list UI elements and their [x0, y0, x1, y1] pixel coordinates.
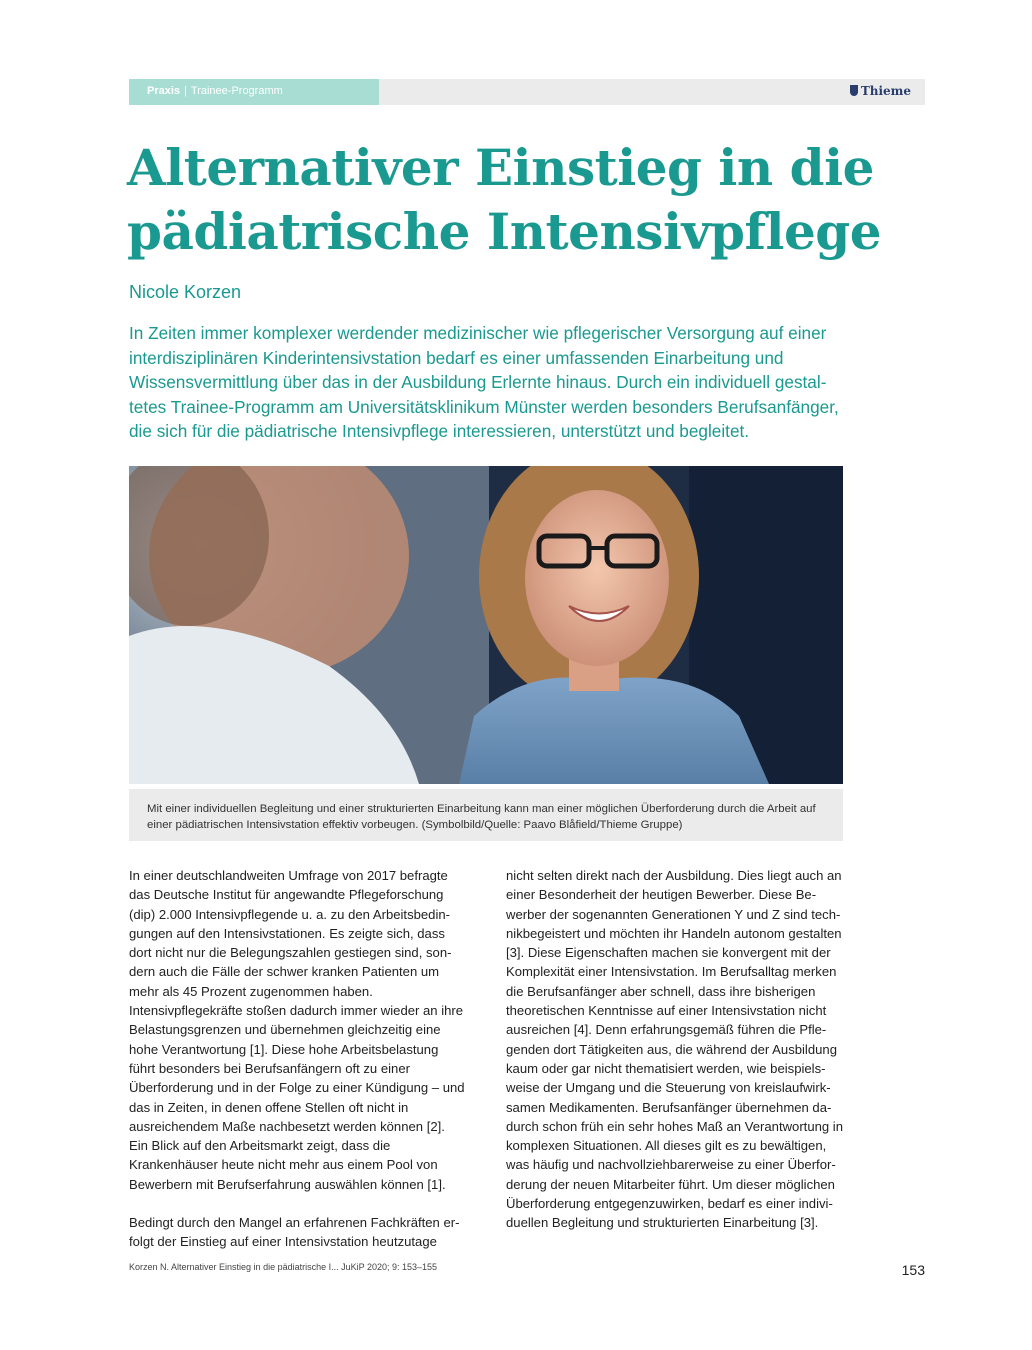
- photo-illustration: [129, 466, 843, 784]
- article-author: Nicole Korzen: [129, 282, 242, 302]
- body-paragraph: In einer deutschlandweiten Umfrage von 2017 befragte das Deutsche Institut für angewandte Pflegeforschung (dip) 2.000 Intensivpflegende u. a. zu den Arbeitsbedingungen auf den Intensivstationen. Es zeigte sich, dass dort nicht nur die Belegungszahlen gestiegen sind, sondern auch die Fälle der schwer kranken Patienten um mehr als 45 Prozent zugenommen haben. Intensivpflegekräfte stoßen dadurch immer wieder an ihre Belastungsgrenzen und übernehmen gleichzeitig eine hohe Verantwortung [1]. Diese hohe Arbeitsbelastung führt besonders bei Berufsanfängern oft zu einer Überforderung und in der Folge zu einer Kündigung – und das in Zeiten, in denen offene Stellen oft nicht in ausreichendem Maße nachbesetzt werden können [2]. Ein Blick auf den Arbeitsmarkt zeigt, dass die Krankenhäuser heute nicht mehr aus einem Pool von Bewerbern mit Berufserfahrung auswählen können [1].: [129, 868, 465, 1192]
- section-separator: |: [184, 85, 187, 97]
- figure-caption: Mit einer individuellen Begleitung und einer strukturierten Einarbeitung kann man einer möglichen Überforderung durch die Arbeit auf einer pädiatrischen Intensivstation effektiv vorbeugen. (Symbolbild/Quelle: Paavo Blåfield/Thieme Gruppe): [129, 789, 843, 841]
- body-column-right: [506, 866, 843, 1252]
- body-column-left: [129, 866, 466, 1271]
- body-paragraph: nicht selten direkt nach der Ausbildung. Dies liegt auch an einer Besonderheit der heutigen Bewerber. Diese Bewerber der sogenannten Generationen Y und Z sind technikbegeistert und möchten ihr Handeln autonom gestalten [3]. Diese Eigenschaften machen sie konvergent mit der Komplexität einer Intensivstation. Im Berufsalltag merken die Berufsanfänger aber schnell, dass ihre bisherigen theoretischen Kenntnisse auf einer Intensivstation nicht ausreichen [4]. Denn erfahrungsgemäß führen die Pflegenden dort Tätigkeiten aus, die während der Ausbildung kaum oder gar nicht thematisiert werden, wie beispielsweise der Umgang und die Steuerung von kreislaufwirksamen Medikamenten. Berufsanfänger übernehmen dadurch schon früh ein sehr hohes Maß an Verantwortung in komplexen Situationen. All dieses gilt es zu bewältigen, was häufig und nachvollziehbarerweise zu einer Überforderung der neuen Mitarbeiter führt. Um dieser möglichen Überforderung entgegenzuwirken, bedarf es einer individuellen Begleitung und strukturierten Einarbeitung [3].: [506, 868, 843, 1231]
- publisher-logo: [850, 84, 911, 98]
- section-header-bar: [129, 79, 925, 105]
- section-label: Praxis: [147, 85, 181, 97]
- footer-citation: Korzen N. Alternativer Einstieg in die pädiatrische I... JuKiP 2020; 9: 153–155: [129, 1262, 438, 1272]
- publisher-name: Thieme: [860, 84, 911, 98]
- thieme-shield-icon: [850, 85, 858, 96]
- section-tag: [129, 79, 379, 105]
- page-number: 153: [901, 1262, 925, 1278]
- article-photo: [129, 466, 843, 784]
- body-paragraph: Bedingt durch den Mangel an erfahrenen Fachkräften erfolgt der Einstieg auf einer Intensivstation heutzutage: [129, 1215, 460, 1250]
- article-title: Alternativer Einstieg in die pädiatrische Intensivpflege: [127, 138, 882, 261]
- article-lead: In Zeiten immer komplexer werdender medizinischer wie pflegerischer Versorgung auf einer interdisziplinären Kinderintensivstation bedarf es einer umfassenden Einarbeitung und Wissensvermittlung über das in der Ausbildung Erlernte hinaus. Durch ein individuell gestaltetes Trainee-Programm am Universitätsklinikum Münster werden besonders Berufsanfänger, die sich für die pädiatrische Intensivpflege interessieren, unterstützt und begleitet.: [129, 323, 839, 441]
- subsection-label: Trainee-Programm: [190, 85, 283, 97]
